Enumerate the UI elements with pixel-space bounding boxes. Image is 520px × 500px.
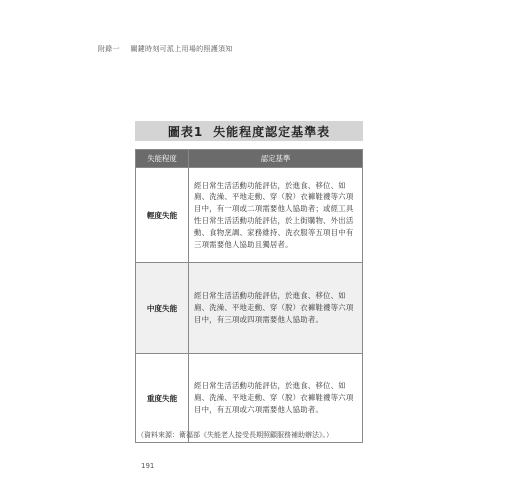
table-number: 圖表1 [167, 124, 204, 139]
criteria-cell [189, 168, 363, 263]
table-title-text: 失能程度認定基準表 [213, 124, 331, 139]
criteria-line: 動、食物烹調、家務維持、洗衣服等五項目中有 [194, 227, 354, 237]
level-cell: 重度失能 [136, 354, 189, 443]
table-row [136, 168, 363, 263]
header-title: 關鍵時刻可派上用場的照護須知 [130, 45, 233, 53]
page-number: 191 [141, 462, 155, 470]
level-cell: 中度失能 [136, 263, 189, 354]
criteria-line: 經日常生活活動功能評估，於進食、移位、如 [194, 291, 346, 301]
source-note: （資料來源：衛福部《失能老人接受長期照顧服務補助辦法》。） [137, 431, 333, 439]
criteria-line: 目中，有一項或二項需要他人協助者；或經工具 [194, 204, 354, 214]
criteria-line: 廁、洗澡、平地走動、穿（脫）衣褲鞋襪等六項 [194, 393, 354, 403]
criteria-line: 經日常生活活動功能評估，於進食、移位、如 [194, 381, 346, 391]
disability-criteria-table [135, 149, 363, 443]
criteria-line: 三項需要他人協助且獨居者。 [194, 239, 293, 249]
criteria-line: 廁、洗澡、平地走動、穿（脫）衣褲鞋襪等六項 [194, 303, 354, 313]
criteria-line: 性日常生活活動功能評估，於上街購物、外出活 [194, 216, 354, 225]
criteria-cell [189, 263, 363, 354]
criteria-line: 經日常生活活動功能評估，於進食、移位、如 [194, 180, 346, 190]
column-header-criteria: 認定基準 [189, 150, 363, 168]
criteria-line: 廁、洗澡、平地走動、穿（脫）衣褲鞋襪等六項 [194, 192, 354, 202]
table-title [135, 121, 363, 141]
table-header-row [136, 150, 363, 168]
table-row [136, 263, 363, 354]
criteria-line: 目中，有五項或六項需要他人協助者。 [194, 404, 324, 414]
criteria-line: 目中，有三項或四項需要他人協助者。 [194, 314, 324, 324]
header-part: 附錄一 [98, 45, 120, 53]
running-header [98, 44, 233, 54]
level-cell: 輕度失能 [136, 168, 189, 263]
column-header-level: 失能程度 [136, 150, 189, 168]
